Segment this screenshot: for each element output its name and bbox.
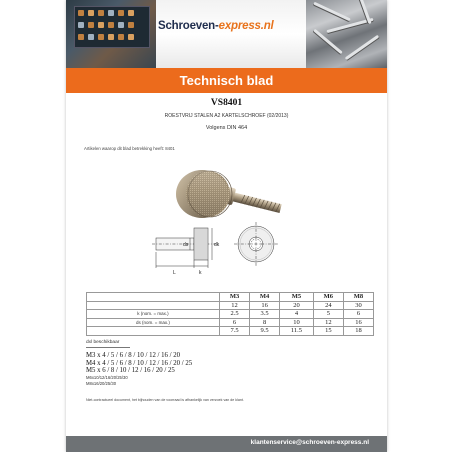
- table-header-row: [87, 293, 374, 302]
- table-cell: 7.5: [220, 327, 250, 336]
- table-cell: 6: [220, 318, 250, 327]
- column-header: M8: [343, 293, 373, 302]
- table-cell: 4: [280, 310, 314, 319]
- logo-area: [156, 0, 306, 68]
- table-cell: 9.5: [250, 327, 280, 336]
- standard-reference: Volgens DIN 464: [205, 125, 248, 131]
- size-line: M5 x 6 / 8 / 10 / 12 / 16 / 20 / 25: [86, 367, 175, 374]
- row-label: [87, 301, 220, 310]
- product-description: ROESTVRIJ STALEN A2 KARTELSCHROEF (02/2013): [164, 113, 289, 119]
- technical-sheet-page: [66, 0, 387, 452]
- available-sizes: [86, 352, 192, 387]
- row-label: ds (nom. = max.): [87, 318, 220, 327]
- table-cell: 12: [313, 318, 343, 327]
- column-header: [87, 293, 220, 302]
- availability-underline: [86, 347, 130, 348]
- table-row: [87, 327, 374, 336]
- table-row: [87, 310, 374, 319]
- technical-drawing: [148, 222, 298, 286]
- table-cell: 10: [280, 318, 314, 327]
- table-cell: 15: [313, 327, 343, 336]
- table-cell: 16: [250, 301, 280, 310]
- table-row: [87, 318, 374, 327]
- logo-main-text: Schroeven-: [158, 20, 219, 32]
- size-line: M4 x 4 / 5 / 6 / 8 / 10 / 12 / 16 / 20 / 25: [86, 359, 193, 367]
- tools-photo: [66, 0, 156, 68]
- footer-bar: [66, 436, 387, 452]
- table-cell: 5: [313, 310, 343, 319]
- label-k: k: [199, 270, 202, 276]
- product-code: VS8401: [210, 98, 243, 108]
- size-line: M8x16/20/25/30: [86, 380, 117, 386]
- label-dk: dk: [214, 242, 220, 248]
- specification-table: [86, 292, 374, 336]
- table-cell: 20: [280, 301, 314, 310]
- column-header: M6: [313, 293, 343, 302]
- table-row: [87, 301, 374, 310]
- brand-logo[interactable]: [158, 20, 308, 32]
- column-header: M3: [220, 293, 250, 302]
- table-cell: 8: [250, 318, 280, 327]
- size-line: M3 x 4 / 5 / 6 / 8 / 10 / 12 / 16 / 20: [86, 352, 181, 359]
- label-L: L: [173, 270, 176, 276]
- table-cell: 11.5: [280, 327, 314, 336]
- table-cell: 16: [343, 318, 373, 327]
- table-cell: 24: [313, 301, 343, 310]
- table-cell: 6: [343, 310, 373, 319]
- table-cell: 12: [220, 301, 250, 310]
- column-header: M5: [280, 293, 314, 302]
- header-banner: [66, 0, 387, 68]
- column-header: M4: [250, 293, 280, 302]
- footer-email-link[interactable]: klantenservice@schroeven-express.nl: [250, 439, 369, 446]
- table-cell: 18: [343, 327, 373, 336]
- disclaimer-text: Niet-contractueel document, het bijhouden van de voorraad is afhankelijk van verzoek van de klant.: [86, 398, 244, 402]
- table-cell: 2.5: [220, 310, 250, 319]
- row-label: k (nom. = max.): [87, 310, 220, 319]
- row-label: [87, 327, 220, 336]
- related-articles: Artikelen waarop dit blad betrekking heeft: 8401: [84, 146, 175, 151]
- page-title: Technisch blad: [66, 68, 387, 93]
- availability-heading: dxl beschikbaar: [86, 340, 120, 345]
- label-ds: ds: [183, 242, 189, 248]
- logo-accent-text: express.nl: [218, 20, 274, 32]
- table-cell: 3.5: [250, 310, 280, 319]
- table-cell: 30: [343, 301, 373, 310]
- size-line: M6x10/12/16/20/25/30: [86, 374, 128, 380]
- screws-photo: [306, 0, 387, 68]
